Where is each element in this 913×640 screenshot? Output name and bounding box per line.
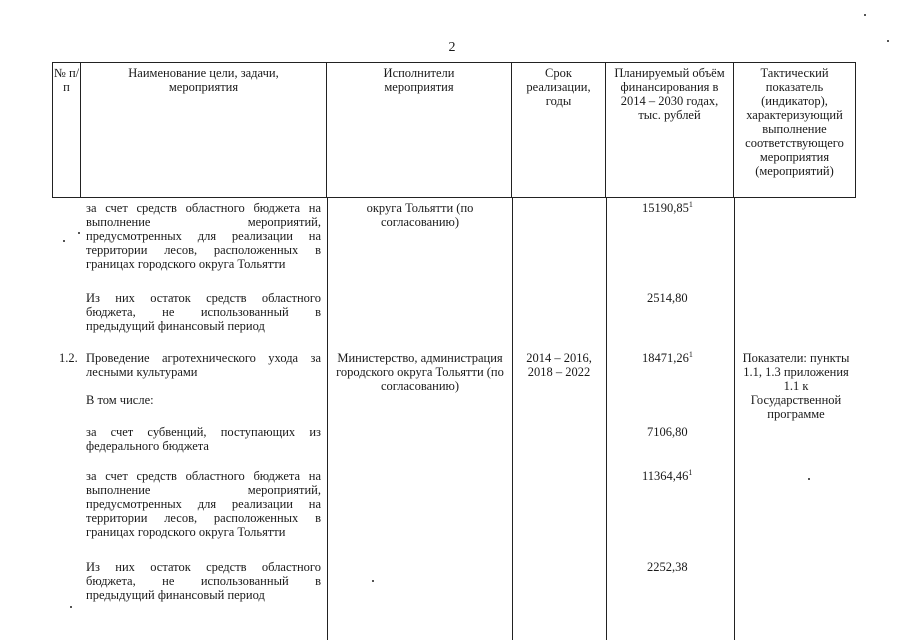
- header-num: № п/п: [52, 62, 81, 198]
- row4-name: В том числе:: [86, 393, 154, 407]
- header-name: Наименование цели, задачи, мероприятия: [81, 62, 327, 198]
- row1-volume-value: 15190,85: [642, 201, 689, 215]
- column-line: [734, 198, 735, 640]
- row1-name: за счет средств областного бюджета на выполнение мероприятий, предусмотренных для реализации на территории лесов, расположенных в границах городского округа Тольятти: [86, 201, 321, 271]
- row7-volume: 2252,38: [647, 560, 688, 574]
- row3-name: Проведение агротехнического ухода за лесными культурами: [86, 351, 321, 379]
- row1-volume: [642, 201, 722, 215]
- row3-num: 1.2.: [59, 351, 78, 365]
- row6-name: за счет средств областного бюджета на выполнение мероприятий, предусмотренных для реализации на территории лесов, расположенных в границах городского округа Тольятти: [86, 469, 321, 539]
- row6-volume: [642, 469, 722, 483]
- row3-footnote: 1: [688, 350, 693, 359]
- scan-speck: [887, 40, 889, 42]
- scan-speck: [63, 240, 65, 242]
- scan-speck: [78, 232, 80, 234]
- header-executors: Исполнители мероприятия: [327, 62, 512, 198]
- row6-footnote: 1: [688, 468, 693, 477]
- row2-name: Из них остаток средств областного бюджета, не использованный в предыдущий финансовый период: [86, 291, 321, 333]
- header-term: Срок реализации, годы: [512, 62, 606, 198]
- scan-speck: [372, 580, 374, 582]
- scan-speck: [864, 14, 866, 16]
- row3-indicator: Показатели: пункты 1.1, 1.3 приложения 1.1 к Государственной программе: [742, 351, 850, 421]
- row3-volume: [642, 351, 722, 365]
- column-line: [327, 198, 328, 640]
- row7-name: Из них остаток средств областного бюджета, не использованный в предыдущий финансовый период: [86, 560, 321, 602]
- row5-name: за счет субвенций, поступающих из федерального бюджета: [86, 425, 321, 453]
- row6-volume-value: 11364,46: [642, 469, 689, 483]
- header-indicator: Тактический показатель (индикатор), характеризующий выполнение соответствующего мероприятия (мероприятий): [734, 62, 856, 198]
- row5-volume: 7106,80: [647, 425, 688, 439]
- row3-volume-value: 18471,26: [642, 351, 689, 365]
- column-line: [606, 198, 607, 640]
- scan-speck: [808, 478, 810, 480]
- header-volume: Планируемый объём финансирования в 2014 – 2030 годах, тыс. рублей: [606, 62, 734, 198]
- page-number: 2: [448, 40, 456, 55]
- row3-term: 2014 – 2016, 2018 – 2022: [526, 351, 592, 379]
- row1-footnote: 1: [688, 200, 693, 209]
- column-line: [512, 198, 513, 640]
- row3-executors: Министерство, администрация городского округа Тольятти (по согласованию): [336, 351, 504, 393]
- scan-speck: [70, 606, 72, 608]
- row2-volume: 2514,80: [647, 291, 688, 305]
- row1-executors: округа Тольятти (по согласованию): [366, 201, 474, 229]
